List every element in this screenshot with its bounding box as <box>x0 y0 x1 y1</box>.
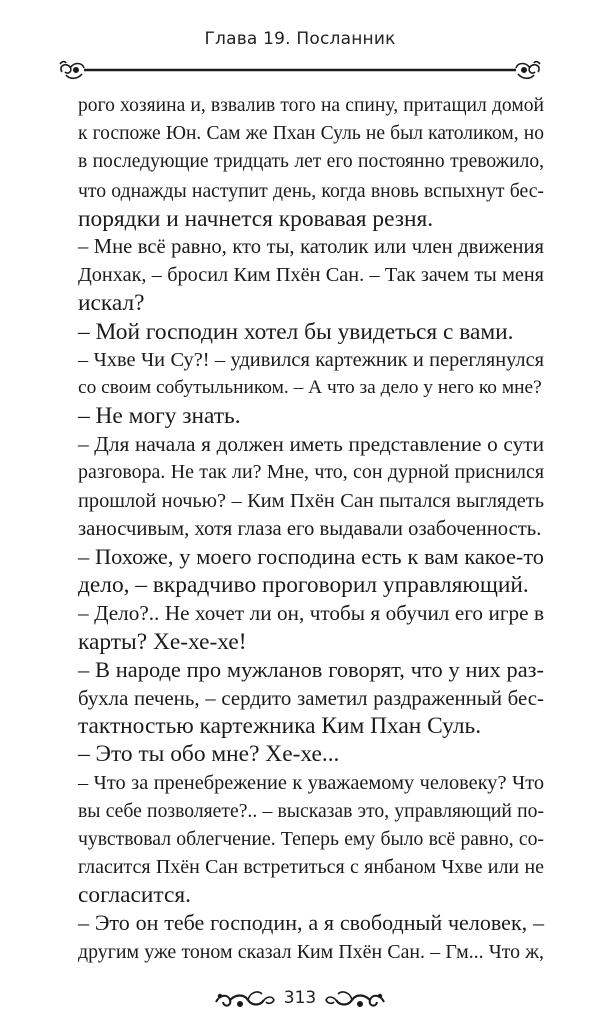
running-title: Глава 19. Посланник <box>204 29 396 49</box>
text-line: порядки и начнется кровавая резня. <box>78 205 434 232</box>
text-line: что однажды наступит день, когда вновь вспыхнут бес- <box>78 179 544 202</box>
page-footer <box>0 984 600 1020</box>
body-text <box>78 92 544 966</box>
text-line: – Не могу знать. <box>78 403 241 430</box>
page-number: 313 <box>283 988 317 1008</box>
text-line: – Для начала я должен иметь представление о сути <box>78 432 544 457</box>
text-line: в последующие тридцать лет его постоянно тревожило, <box>78 151 544 173</box>
text-line: гласится Пхён Сан встретиться с янбаном Чхве или не <box>78 856 544 879</box>
text-line: – Мне всё равно, кто ты, католик или член движения <box>78 235 544 258</box>
text-line: – Похоже, у моего господина есть к вам какое-то <box>78 544 544 569</box>
text-line: искал? <box>78 290 145 317</box>
text-line: согласится. <box>78 882 191 909</box>
text-line: бухла печень, – сердито заметил раздраженный бес- <box>78 685 544 710</box>
text-line: – Это ты обо мне? Хе-хе... <box>78 741 340 768</box>
flourish-icon <box>60 62 84 79</box>
text-line: к госпоже Юн. Сам же Пхан Суль не был католиком, но <box>78 123 544 145</box>
text-line: – Что за пренебрежение к уважаемому человеку? Что <box>78 771 544 794</box>
text-line: тактностью картежника Ким Пхан Суль. <box>78 713 482 740</box>
text-line: другим уже тоном сказал Ким Пхён Сан. – Гм... Что ж, <box>78 940 544 963</box>
text-line: прошлой ночью? – Ким Пхён Сан пытался выглядеть <box>78 489 544 512</box>
text-line: вы себе позволяете?.. – высказав это, управляющий по- <box>78 799 544 822</box>
text-line: чувствовал облегчение. Теперь ему было всё равно, со- <box>78 827 544 850</box>
text-line: со своим собутыльником. – А что за дело у него ко мне? <box>78 376 542 398</box>
text-line: – Мой господин хотел бы увидеться с вами. <box>78 318 514 345</box>
text-line: дело, – вкрадчиво проговорил управляющий. <box>78 572 529 599</box>
text-line: – Чхве Чи Су?! – удивился картежник и переглянулся <box>78 348 544 371</box>
text-line: – Дело?.. Не хочет ли он, чтобы я обучил его игре в <box>78 601 544 626</box>
text-line: разговора. Не так ли? Мне, что, сон дурной приснился <box>78 461 544 484</box>
scroll-ornament-icon <box>322 984 388 1014</box>
text-line: карты? Хе-хе-хе! <box>78 628 247 655</box>
header-rule <box>56 58 544 82</box>
text-line: Донхак, – бросил Ким Пхён Сан. – Так зачем ты меня <box>78 264 544 287</box>
text-line: – В народе про мужланов говорят, что у них раз- <box>78 656 544 682</box>
text-line: – Это он тебе господин, а я свободный человек, – <box>78 910 544 936</box>
text-line: рого хозяина и, взвалив того на спину, притащил домой <box>78 95 544 116</box>
text-line: заносчивым, хотя глаза его выдавали озабоченность. <box>78 517 542 540</box>
flourish-icon <box>516 62 540 79</box>
